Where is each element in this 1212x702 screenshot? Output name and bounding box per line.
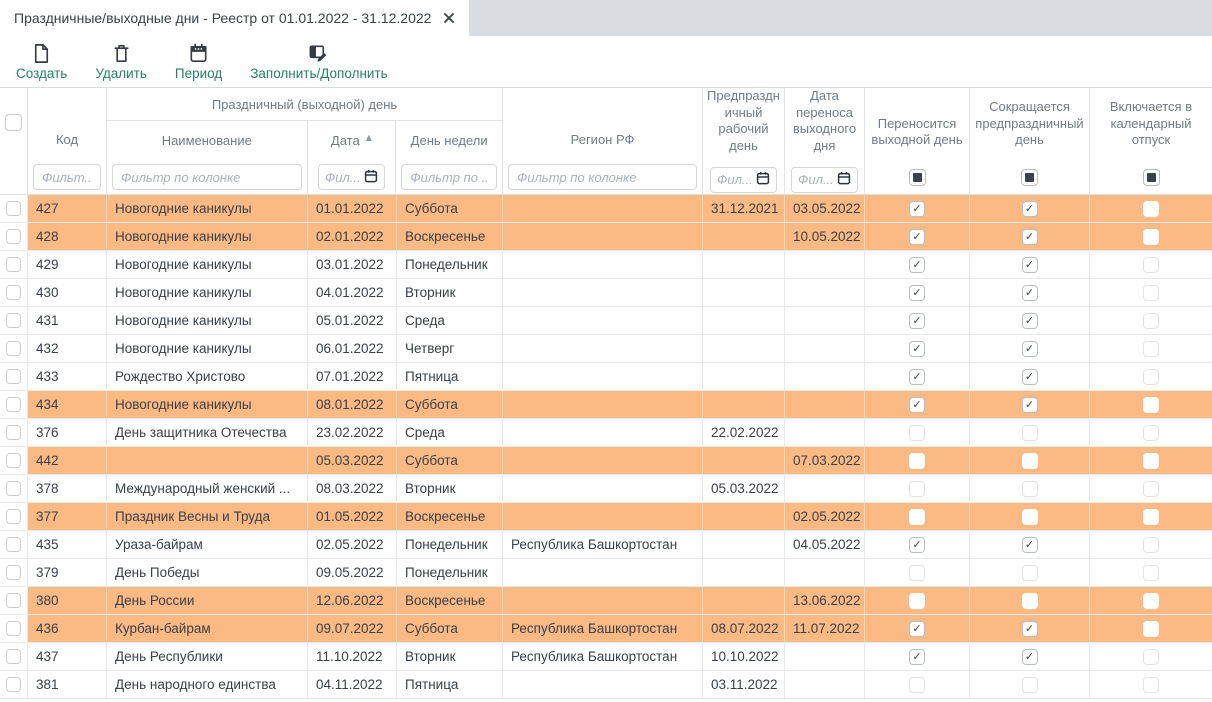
shortened-checkbox[interactable]	[1022, 285, 1038, 301]
shortened-filter-checkbox[interactable]	[1021, 169, 1038, 186]
calendar-icon[interactable]	[364, 169, 378, 186]
row-select-checkbox[interactable]	[6, 565, 21, 580]
cell-weekday: Суббота	[397, 447, 503, 474]
preholiday-filter-input[interactable]	[717, 169, 753, 191]
cell-date: 01.01.2022	[308, 195, 397, 222]
cell-transfer-date	[785, 391, 865, 418]
cell-date: 23.02.2022	[308, 419, 397, 446]
moved-checkbox[interactable]	[909, 509, 925, 525]
shortened-checkbox[interactable]	[1022, 229, 1038, 245]
code-filter-input[interactable]	[33, 164, 101, 190]
moved-checkbox[interactable]	[909, 229, 925, 245]
cell-preholiday	[703, 307, 785, 334]
vacation-checkbox[interactable]	[1143, 397, 1159, 413]
cell-date: 11.10.2022	[308, 643, 397, 670]
table-row[interactable]	[0, 447, 1212, 475]
moved-checkbox[interactable]	[909, 649, 925, 665]
column-transfer-date-label: Дата переноса выходного дня	[792, 88, 857, 153]
cell-name: Праздник Весны и Труда	[107, 503, 308, 530]
vacation-checkbox[interactable]	[1143, 257, 1159, 273]
cell-region: Республика Башкортостан	[503, 531, 703, 558]
cell-name: Новогодние каникулы	[107, 195, 308, 222]
cell-name: Новогодние каникулы	[107, 223, 308, 250]
column-preholiday-label: Предпраздничный рабочий день	[707, 88, 780, 153]
cell-preholiday	[703, 391, 785, 418]
cell-preholiday	[703, 587, 785, 614]
column-date-label: Дата	[330, 133, 360, 148]
table-row[interactable]	[0, 335, 1212, 363]
cell-transfer-date	[785, 419, 865, 446]
cell-region	[503, 279, 703, 306]
cell-date: 05.03.2022	[308, 447, 397, 474]
close-icon[interactable]	[443, 12, 455, 24]
create-button-label: Создать	[16, 66, 68, 82]
sort-asc-icon	[366, 133, 372, 148]
table-row[interactable]	[0, 419, 1212, 447]
new-document-icon	[30, 42, 53, 65]
cell-weekday: Воскресенье	[397, 503, 503, 530]
cell-weekday: Суббота	[397, 391, 503, 418]
cell-weekday: Понедельник	[397, 559, 503, 586]
cell-preholiday	[703, 279, 785, 306]
moved-checkbox[interactable]	[909, 593, 925, 609]
vacation-filter-checkbox[interactable]	[1143, 169, 1160, 186]
cell-date: 05.01.2022	[308, 307, 397, 334]
vacation-checkbox[interactable]	[1143, 677, 1159, 693]
row-select-checkbox[interactable]	[6, 649, 21, 664]
shortened-checkbox[interactable]	[1022, 257, 1038, 273]
calendar-icon[interactable]	[756, 171, 770, 188]
cell-region	[503, 223, 703, 250]
vacation-checkbox[interactable]	[1143, 453, 1159, 469]
cell-region	[503, 447, 703, 474]
weekday-filter-input[interactable]	[401, 164, 497, 190]
column-date[interactable]	[308, 121, 397, 194]
fill-table-icon	[307, 42, 330, 65]
table-row[interactable]	[0, 475, 1212, 503]
cell-preholiday: 05.03.2022	[703, 475, 785, 502]
vacation-checkbox[interactable]	[1143, 621, 1159, 637]
vacation-checkbox[interactable]	[1143, 201, 1159, 217]
cell-name: Рождество Христово	[107, 363, 308, 390]
cell-region	[503, 559, 703, 586]
shortened-checkbox[interactable]	[1022, 481, 1038, 497]
cell-date: 09.07.2022	[308, 615, 397, 642]
table-row[interactable]	[0, 587, 1212, 615]
cell-transfer-date	[785, 671, 865, 698]
row-select-checkbox[interactable]	[6, 369, 21, 384]
cell-code: 377	[28, 503, 107, 530]
select-all-cell	[0, 88, 28, 194]
cell-code: 436	[28, 615, 107, 642]
cell-region	[503, 307, 703, 334]
table-row[interactable]	[0, 251, 1212, 279]
vacation-checkbox[interactable]	[1143, 509, 1159, 525]
toolbar	[0, 36, 1212, 88]
row-select-checkbox[interactable]	[6, 341, 21, 356]
shortened-checkbox[interactable]	[1022, 425, 1038, 441]
column-transfer-date[interactable]	[785, 88, 865, 194]
cell-weekday: Вторник	[397, 279, 503, 306]
cell-name: День Республики	[107, 643, 308, 670]
shortened-checkbox[interactable]	[1022, 621, 1038, 637]
cell-name: Международный женский ...	[107, 475, 308, 502]
table-row[interactable]	[0, 223, 1212, 251]
moved-checkbox[interactable]	[909, 537, 925, 553]
cell-date: 02.05.2022	[308, 531, 397, 558]
delete-button[interactable]	[95, 42, 147, 81]
cell-region	[503, 195, 703, 222]
vacation-checkbox[interactable]	[1143, 425, 1159, 441]
cell-transfer-date	[785, 643, 865, 670]
vacation-checkbox[interactable]	[1143, 537, 1159, 553]
cell-date: 02.01.2022	[308, 223, 397, 250]
cell-weekday: Суббота	[397, 195, 503, 222]
cell-transfer-date: 07.03.2022	[785, 447, 865, 474]
column-weekday-label: День недели	[410, 133, 488, 148]
cell-weekday: Среда	[397, 419, 503, 446]
table-row[interactable]	[0, 279, 1212, 307]
moved-checkbox[interactable]	[909, 313, 925, 329]
column-shortened[interactable]	[970, 88, 1090, 194]
period-button-label: Период	[174, 66, 223, 82]
cell-preholiday	[703, 363, 785, 390]
shortened-checkbox[interactable]	[1022, 593, 1038, 609]
cell-transfer-date	[785, 251, 865, 278]
cell-code: 379	[28, 559, 107, 586]
table-row[interactable]	[0, 671, 1212, 699]
moved-checkbox[interactable]	[909, 341, 925, 357]
vacation-checkbox[interactable]	[1143, 481, 1159, 497]
cell-code: 434	[28, 391, 107, 418]
cell-transfer-date	[785, 363, 865, 390]
cell-name	[107, 447, 308, 474]
cell-preholiday: 10.10.2022	[703, 643, 785, 670]
cell-transfer-date: 11.07.2022	[785, 615, 865, 642]
cell-preholiday	[703, 559, 785, 586]
region-filter-input[interactable]	[508, 164, 697, 190]
moved-checkbox[interactable]	[909, 565, 925, 581]
shortened-checkbox[interactable]	[1022, 509, 1038, 525]
cell-transfer-date	[785, 559, 865, 586]
cell-code: 442	[28, 447, 107, 474]
moved-checkbox[interactable]	[909, 481, 925, 497]
cell-code: 378	[28, 475, 107, 502]
cell-transfer-date	[785, 279, 865, 306]
cell-transfer-date: 03.05.2022	[785, 195, 865, 222]
cell-name: Новогодние каникулы	[107, 279, 308, 306]
cell-transfer-date: 02.05.2022	[785, 503, 865, 530]
cell-date: 07.01.2022	[308, 363, 397, 390]
table-row[interactable]	[0, 643, 1212, 671]
cell-date: 03.01.2022	[308, 251, 397, 278]
row-select-checkbox[interactable]	[6, 201, 21, 216]
column-moved[interactable]	[865, 88, 970, 194]
cell-date: 08.03.2022	[308, 475, 397, 502]
shortened-checkbox[interactable]	[1022, 649, 1038, 665]
select-all-checkbox[interactable]	[5, 114, 22, 131]
table-row[interactable]	[0, 615, 1212, 643]
cell-code: 380	[28, 587, 107, 614]
table-row[interactable]	[0, 391, 1212, 419]
cell-code: 432	[28, 335, 107, 362]
cell-transfer-date: 04.05.2022	[785, 531, 865, 558]
tab-title: Праздничные/выходные дни - Реестр от 01.01.2022 - 31.12.2022	[14, 10, 432, 26]
moved-checkbox[interactable]	[909, 677, 925, 693]
table-header	[0, 88, 1212, 195]
column-name-label: Наименование	[161, 133, 252, 148]
row-select-checkbox[interactable]	[6, 509, 21, 524]
cell-name: День защитника Отечества	[107, 419, 308, 446]
row-select-checkbox[interactable]	[6, 621, 21, 636]
shortened-checkbox[interactable]	[1022, 397, 1038, 413]
cell-region	[503, 475, 703, 502]
cell-code: 381	[28, 671, 107, 698]
cell-preholiday	[703, 335, 785, 362]
delete-button-label: Удалить	[95, 66, 147, 82]
cell-weekday: Пятница	[397, 363, 503, 390]
group-header-label: Праздничный (выходной) день	[107, 88, 502, 121]
cell-name: Ураза-байрам	[107, 531, 308, 558]
cell-date: 01.05.2022	[308, 503, 397, 530]
cell-weekday: Понедельник	[397, 531, 503, 558]
cell-date: 04.01.2022	[308, 279, 397, 306]
row-select-checkbox[interactable]	[6, 285, 21, 300]
cell-weekday: Воскресенье	[397, 223, 503, 250]
tab-strip	[0, 0, 1212, 36]
table-row[interactable]	[0, 559, 1212, 587]
cell-region	[503, 335, 703, 362]
shortened-checkbox[interactable]	[1022, 565, 1038, 581]
shortened-checkbox[interactable]	[1022, 369, 1038, 385]
vacation-checkbox[interactable]	[1143, 593, 1159, 609]
cell-code: 429	[28, 251, 107, 278]
shortened-checkbox[interactable]	[1022, 537, 1038, 553]
cell-region	[503, 671, 703, 698]
transfer-filter-input[interactable]	[798, 169, 834, 191]
row-select-checkbox[interactable]	[6, 677, 21, 692]
cell-name: Новогодние каникулы	[107, 391, 308, 418]
trash-icon	[110, 42, 133, 65]
cell-code: 431	[28, 307, 107, 334]
cell-weekday: Четверг	[397, 335, 503, 362]
cell-date: 12.06.2022	[308, 587, 397, 614]
column-vacation[interactable]	[1090, 88, 1212, 194]
row-select-checkbox[interactable]	[6, 593, 21, 608]
cell-region	[503, 391, 703, 418]
cell-region	[503, 251, 703, 278]
cell-name: День народного единства	[107, 671, 308, 698]
column-group-holiday-day	[107, 88, 503, 194]
cell-name: Курбан-байрам	[107, 615, 308, 642]
column-preholiday[interactable]	[703, 88, 785, 194]
moved-checkbox[interactable]	[909, 425, 925, 441]
cell-code: 428	[28, 223, 107, 250]
row-select-checkbox[interactable]	[6, 397, 21, 412]
cell-transfer-date: 10.05.2022	[785, 223, 865, 250]
cell-region	[503, 363, 703, 390]
cell-date: 08.01.2022	[308, 391, 397, 418]
cell-region: Республика Башкортостан	[503, 615, 703, 642]
column-moved-label: Переносится выходной день	[871, 115, 963, 148]
column-vacation-label: Включается в календарный отпуск	[1109, 99, 1193, 148]
moved-checkbox[interactable]	[909, 369, 925, 385]
name-filter-input[interactable]	[112, 164, 302, 190]
table-row[interactable]	[0, 195, 1212, 223]
row-select-checkbox[interactable]	[6, 481, 21, 496]
moved-filter-checkbox[interactable]	[909, 169, 926, 186]
calendar-icon	[187, 42, 210, 65]
cell-name: Новогодние каникулы	[107, 251, 308, 278]
cell-date: 04.11.2022	[308, 671, 397, 698]
cell-preholiday	[703, 223, 785, 250]
table-row[interactable]	[0, 363, 1212, 391]
cell-name: Новогодние каникулы	[107, 335, 308, 362]
cell-preholiday	[703, 503, 785, 530]
column-region-label: Регион РФ	[570, 132, 635, 148]
table-row[interactable]	[0, 503, 1212, 531]
create-button[interactable]	[16, 42, 67, 81]
vacation-checkbox[interactable]	[1143, 369, 1159, 385]
column-weekday[interactable]	[396, 121, 502, 194]
cell-weekday: Вторник	[397, 643, 503, 670]
moved-checkbox[interactable]	[909, 257, 925, 273]
column-code-label: Код	[55, 132, 79, 148]
shortened-checkbox[interactable]	[1022, 677, 1038, 693]
cell-region	[503, 503, 703, 530]
cell-weekday: Понедельник	[397, 251, 503, 278]
cell-code: 427	[28, 195, 107, 222]
table-row[interactable]	[0, 531, 1212, 559]
cell-name: День России	[107, 587, 308, 614]
tab-holidays-register[interactable]	[0, 0, 469, 36]
vacation-checkbox[interactable]	[1143, 229, 1159, 245]
moved-checkbox[interactable]	[909, 453, 925, 469]
vacation-checkbox[interactable]	[1143, 341, 1159, 357]
row-select-checkbox[interactable]	[6, 453, 21, 468]
cell-region	[503, 587, 703, 614]
table-row[interactable]	[0, 307, 1212, 335]
cell-region	[503, 419, 703, 446]
column-shortened-label: Сокращается предпраздничный день	[975, 99, 1084, 148]
row-select-checkbox[interactable]	[6, 313, 21, 328]
row-select-checkbox[interactable]	[6, 229, 21, 244]
cell-region: Республика Башкортостан	[503, 643, 703, 670]
cell-date: 09.05.2022	[308, 559, 397, 586]
column-region[interactable]	[503, 88, 703, 194]
cell-weekday: Воскресенье	[397, 587, 503, 614]
moved-checkbox[interactable]	[909, 621, 925, 637]
cell-date: 06.01.2022	[308, 335, 397, 362]
period-button[interactable]	[175, 42, 222, 81]
cell-preholiday	[703, 531, 785, 558]
cell-preholiday	[703, 251, 785, 278]
row-select-checkbox[interactable]	[6, 537, 21, 552]
table-body	[0, 195, 1212, 699]
shortened-checkbox[interactable]	[1022, 453, 1038, 469]
cell-code: 435	[28, 531, 107, 558]
cell-preholiday: 31.12.2021	[703, 195, 785, 222]
cell-weekday: Вторник	[397, 475, 503, 502]
cell-weekday: Пятница	[397, 671, 503, 698]
cell-transfer-date	[785, 307, 865, 334]
cell-code: 430	[28, 279, 107, 306]
cell-preholiday: 22.02.2022	[703, 419, 785, 446]
cell-transfer-date	[785, 335, 865, 362]
cell-code: 376	[28, 419, 107, 446]
moved-checkbox[interactable]	[909, 285, 925, 301]
vacation-checkbox[interactable]	[1143, 313, 1159, 329]
cell-name: Новогодние каникулы	[107, 307, 308, 334]
vacation-checkbox[interactable]	[1143, 649, 1159, 665]
cell-weekday: Среда	[397, 307, 503, 334]
vacation-checkbox[interactable]	[1143, 565, 1159, 581]
column-code[interactable]	[28, 88, 107, 194]
cell-preholiday	[703, 447, 785, 474]
row-select-checkbox[interactable]	[6, 425, 21, 440]
cell-preholiday: 03.11.2022	[703, 671, 785, 698]
column-name[interactable]	[107, 121, 308, 194]
cell-transfer-date	[785, 475, 865, 502]
calendar-icon[interactable]	[837, 171, 851, 188]
fill-append-button-label: Заполнить/Дополнить	[250, 66, 388, 82]
fill-append-button[interactable]	[250, 42, 387, 81]
shortened-checkbox[interactable]	[1022, 201, 1038, 217]
cell-weekday: Суббота	[397, 615, 503, 642]
cell-code: 437	[28, 643, 107, 670]
cell-transfer-date: 13.06.2022	[785, 587, 865, 614]
moved-checkbox[interactable]	[909, 397, 925, 413]
moved-checkbox[interactable]	[909, 201, 925, 217]
row-select-checkbox[interactable]	[6, 257, 21, 272]
shortened-checkbox[interactable]	[1022, 313, 1038, 329]
vacation-checkbox[interactable]	[1143, 285, 1159, 301]
cell-name: День Победы	[107, 559, 308, 586]
cell-code: 433	[28, 363, 107, 390]
shortened-checkbox[interactable]	[1022, 341, 1038, 357]
date-filter-input[interactable]	[325, 166, 361, 188]
cell-preholiday: 08.07.2022	[703, 615, 785, 642]
